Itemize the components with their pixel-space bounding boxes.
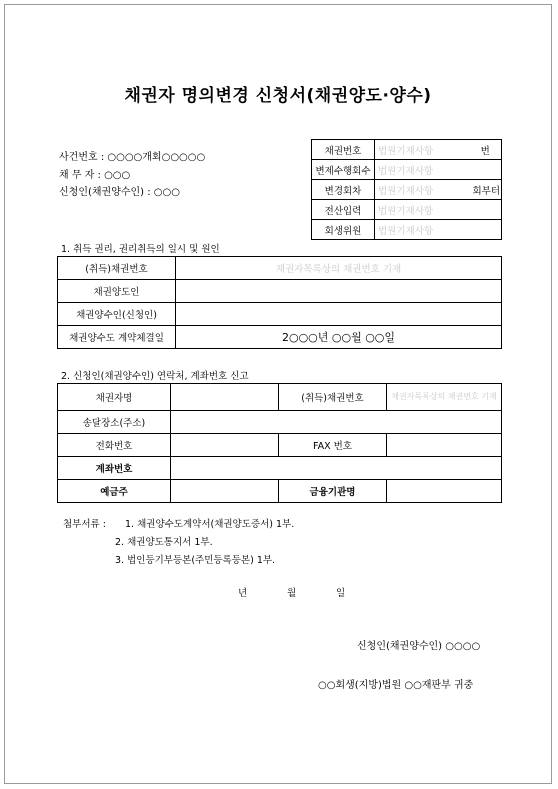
date-day: 일 <box>336 588 346 599</box>
bank-label: 금융기관명 <box>279 480 387 503</box>
court-box-value: 법원기재사항 <box>375 160 470 180</box>
creditor-name-label: 채권자명 <box>58 384 171 411</box>
acq-claim-no-label: (취득)채권번호 <box>58 257 176 280</box>
court-box-suffix <box>470 200 502 220</box>
holder-value[interactable] <box>171 480 279 503</box>
acq-claim-no-label-2: (취득)채권번호 <box>279 384 387 411</box>
table-row <box>58 326 502 349</box>
section2-heading: 2. 신청인(채권양수인) 연락처, 계좌번호 신고 <box>61 371 249 382</box>
court-box-suffix: 번 <box>470 140 502 160</box>
court-box-row <box>312 220 502 240</box>
phone-value[interactable] <box>171 434 279 457</box>
bank-value[interactable] <box>387 480 502 503</box>
creditor-name-value[interactable] <box>171 384 279 411</box>
acq-claim-no-hint[interactable]: 채권자목록상의 채권번호 기재 <box>387 384 502 411</box>
assignee-value[interactable] <box>176 303 502 326</box>
court-box-label: 전산입력 <box>312 200 375 220</box>
contract-date-label: 채권양수도 계약체결일 <box>58 326 176 349</box>
account-value[interactable] <box>171 457 502 480</box>
table-row <box>58 457 502 480</box>
assignor-value[interactable] <box>176 280 502 303</box>
holder-label: 예금주 <box>58 480 171 503</box>
table-row <box>58 480 502 503</box>
court-box-suffix <box>470 160 502 180</box>
attachment-item: 3. 법인등기부등본(주민등록등본) 1부. <box>115 555 276 566</box>
address-label: 송달장소(주소) <box>58 411 171 434</box>
applicant-name: 신청인(채권양수인) : ○○○ <box>59 187 180 198</box>
case-number: 사건번호 : ○○○○개회○○○○○ <box>59 152 206 163</box>
table-row <box>58 411 502 434</box>
court-box-label: 회생위원 <box>312 220 375 240</box>
document-title: 채권자 명의변경 신청서(채권양도·양수) <box>124 86 432 106</box>
date-month: 월 <box>287 588 297 599</box>
section2-table <box>57 383 502 503</box>
address-value[interactable] <box>171 411 502 434</box>
court-box-value: 법원기재사항 <box>375 220 470 240</box>
court-addressee: ○○회생(지방)법원 ○○재판부 귀중 <box>318 680 474 691</box>
phone-label: 전화번호 <box>58 434 171 457</box>
table-row <box>58 280 502 303</box>
account-label: 계좌번호 <box>58 457 171 480</box>
table-row <box>58 257 502 280</box>
court-box-row <box>312 200 502 220</box>
date-year: 년 <box>238 588 248 599</box>
court-box-label: 변제수행회수 <box>312 160 375 180</box>
fax-label: FAX 번호 <box>279 434 387 457</box>
section1-heading: 1. 취득 권리, 권리취득의 일시 및 원인 <box>61 244 220 255</box>
court-box-row <box>312 160 502 180</box>
contract-date-value[interactable]: 2○○○년 ○○월 ○○일 <box>176 326 502 349</box>
court-box-value: 법원기재사항 <box>375 180 470 200</box>
court-box-label: 채권번호 <box>312 140 375 160</box>
court-box-value: 법원기재사항 <box>375 200 470 220</box>
table-row <box>58 384 502 411</box>
court-box-row <box>312 140 502 160</box>
court-use-box <box>311 139 502 240</box>
court-box-label: 변경회차 <box>312 180 375 200</box>
fax-value[interactable] <box>387 434 502 457</box>
court-box-suffix: 회부터 <box>470 180 502 200</box>
attachment-item: 1. 채권양수도계약서(채권양도증서) 1부. <box>125 519 295 530</box>
attachments-label: 첨부서류 : <box>63 519 106 530</box>
court-box-suffix <box>470 220 502 240</box>
table-row <box>58 303 502 326</box>
document-page <box>4 4 552 784</box>
table-row <box>58 434 502 457</box>
section1-table <box>57 256 502 349</box>
acq-claim-no-value[interactable]: 채권자목록상의 채권번호 기재 <box>176 257 502 280</box>
attachment-item: 2. 채권양도통지서 1부. <box>115 537 213 548</box>
debtor-name: 채 무 자 : ○○○ <box>59 170 131 181</box>
assignee-label: 채권양수인(신청인) <box>58 303 176 326</box>
court-box-row <box>312 180 502 200</box>
assignor-label: 채권양도인 <box>58 280 176 303</box>
court-box-value: 법원기재사항 <box>375 140 470 160</box>
applicant-signature: 신청인(채권양수인) ○○○○ <box>357 641 481 652</box>
